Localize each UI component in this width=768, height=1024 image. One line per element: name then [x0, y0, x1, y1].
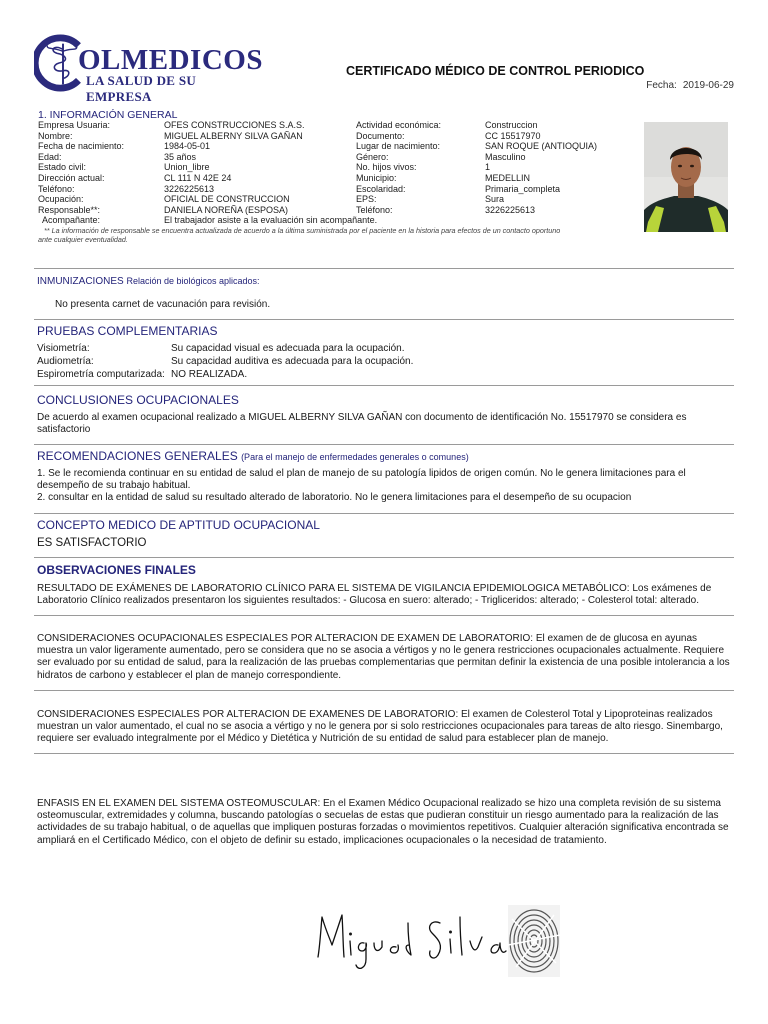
- info-label: Documento:: [356, 130, 405, 141]
- section-divider: [34, 690, 734, 691]
- immunizations-text: No presenta carnet de vacunación para revisión.: [55, 299, 271, 310]
- info-value: Masculino: [485, 151, 526, 162]
- info-value: 3226225613: [485, 204, 536, 215]
- section-divider: [34, 385, 734, 386]
- info-label: Teléfono:: [356, 204, 393, 215]
- page-title: CERTIFICADO MÉDICO DE CONTROL PERIODICO: [346, 64, 645, 78]
- info-label: EPS:: [356, 194, 377, 205]
- conclusions-text: De acuerdo al examen ocupacional realizado a MIGUEL ALBERNY SILVA GAÑAN con documento de identificación No. 15517970 se considera es satisfactorio: [37, 412, 687, 436]
- test-value: Su capacidad visual es adecuada para la ocupación.: [171, 343, 405, 354]
- general-info-grid: [38, 120, 638, 226]
- info-label: Género:: [356, 151, 389, 162]
- logo-slogan: LA SALUD DE SU EMPRESA: [86, 73, 197, 104]
- patient-photo: [644, 122, 728, 232]
- info-label: Teléfono:: [38, 183, 75, 194]
- final-observations-title: OBSERVACIONES FINALES: [37, 563, 196, 577]
- info-value: DANIELA NOREÑA (ESPOSA): [164, 204, 289, 215]
- info-label: Estado civil:: [38, 162, 87, 173]
- recommendations-subtitle: (Para el manejo de enfermedades generales o comunes): [241, 452, 469, 462]
- date-value: 2019-06-29: [682, 80, 734, 91]
- section-divider: [34, 319, 734, 320]
- patient-photo-image: [644, 122, 728, 232]
- info-label: Fecha de nacimiento:: [38, 141, 125, 152]
- aptitude-value: ES SATISFACTORIO: [37, 537, 147, 549]
- recommendations-heading: RECOMENDACIONES GENERALES: [37, 449, 238, 463]
- info-value: CC 15517970: [485, 130, 541, 141]
- info-row: [38, 184, 638, 195]
- general-info-title: 1. INFORMACIÓN GENERAL: [38, 109, 178, 121]
- recommendation-item: 2. consultar en la entidad de salud su resultado alterado de laboratorio. No le genera limitaciones para el desempeño de su ocupacion: [37, 492, 632, 504]
- section-divider: [34, 268, 734, 269]
- info-value: 1: [485, 162, 491, 173]
- document-header: [34, 36, 734, 106]
- fingerprint-icon: [508, 905, 560, 977]
- date-label: Fecha:: [646, 80, 677, 91]
- info-label: Lugar de nacimiento:: [356, 141, 441, 152]
- info-row: [38, 141, 638, 152]
- document-date: [646, 80, 734, 91]
- test-label: Visiometría:: [37, 343, 90, 354]
- section-divider: [34, 615, 734, 616]
- info-label: Escolaridad:: [356, 183, 406, 194]
- immunizations-subtitle: Relación de biológicos aplicados:: [126, 276, 260, 286]
- company-logo: [34, 36, 264, 104]
- info-value: El trabajador asiste a la evaluación sin acompañante.: [164, 215, 378, 226]
- immunizations-title: [37, 276, 260, 287]
- info-row: [38, 215, 638, 226]
- observation-paragraph: RESULTADO DE EXÁMENES DE LABORATORIO CLÍNICO PARA EL SISTEMA DE VIGILANCIA EPIDEMIOLOGICA METABÓLICO: Los exámenes de Laboratorio Clínico realizados presentaron los siguientes resultados: - Glucosa en suero: alterado; - Trigliceridos: alterado; - Colesterol total: alterado.: [37, 583, 712, 607]
- observation-paragraph: CONSIDERACIONES OCUPACIONALES ESPECIALES POR ALTERACION DE EXAMEN DE LABORATORIO: El examen de de glucosa en ayunas muestra un valor ligeramente aumentado, pero se considera que no se asocia a vértigos y no le genera restricciones ocupacionales actualmente. Requiere ser evaluado por su entidad de salud, para la realización de las pruebas complementarias que permitan definir la existencia de una posible intolerancia a los hidratos de carbono y establecer el plan de manejo correspondiente.: [37, 633, 730, 681]
- note-line: ** La información de responsable se encuentra actualizada de acuerdo a la última suministrada por el paciente en la historia para efectos de un contacto oportuno: [44, 226, 561, 235]
- immunizations-heading: INMUNIZACIONES: [37, 276, 124, 287]
- info-value: 1984-05-01: [164, 141, 211, 152]
- logo-wordmark: OLMEDICOS: [78, 44, 263, 76]
- responsible-note: [38, 226, 638, 244]
- info-label: Acompañante:: [42, 215, 101, 226]
- recommendations-list: [37, 468, 732, 505]
- info-label: Edad:: [38, 151, 62, 162]
- info-row: [38, 120, 638, 131]
- info-row: [38, 173, 638, 184]
- recommendation-item: 1. Se le recomienda continuar en su entidad de salud el plan de manejo de su patología lipidos de origen común. No le genera limitaciones para el desempeño de su trabajo habitual.: [37, 468, 686, 492]
- observation-paragraph: ENFASIS EN EL EXAMEN DEL SISTEMA OSTEOMUSCULAR: En el Examen Médico Ocupacional realizado se hizo una completa revisión de su sistema osteomuscular, extremidades y columna, buscando patologías o secuelas de estas que pudieran constituir un riesgo aumentado para la realización de las actividades de su trabajo habitual, o de aquellas que impliquen posturas forzadas o movimientos repetitivos. Cualquier alteración significativa encontrada se ampliará en el Certificado Médico, con el objeto de definir su estado, implicaciones ocupacionales o la necesidad de tratamiento.: [37, 798, 729, 846]
- test-label: Audiometría:: [37, 356, 94, 367]
- info-value: Primaria_completa: [485, 183, 561, 194]
- observation-paragraph: CONSIDERACIONES ESPECIALES POR ALTERACION DE EXAMENES DE LABORATORIO: El examen de Colesterol Total y Lipoproteinas realizados muestran un valor aumentado, el cual no se asocia a vértigo y no le genera por si solo restricciones ocupacionales para tareas de alto riesgo. Sinembargo, requiere ser evaluado integralmente por el Médico y Dietética y Nutrición de su entidad de salud para establecer plan de manejo.: [37, 709, 723, 745]
- info-label: Ocupación:: [38, 194, 84, 205]
- info-row: [38, 162, 638, 173]
- info-value: MIGUEL ALBERNY SILVA GAÑAN: [164, 130, 303, 141]
- info-label: No. hijos vivos:: [356, 162, 417, 173]
- info-value: OFICIAL DE CONSTRUCCION: [164, 194, 290, 205]
- test-value: NO REALIZADA.: [171, 369, 248, 380]
- info-label: Actividad económica:: [356, 120, 442, 130]
- info-row: [38, 194, 638, 205]
- info-label: Municipio:: [356, 172, 397, 183]
- info-value: SAN ROQUE (ANTIOQUIA): [485, 141, 598, 152]
- section-divider: [34, 557, 734, 558]
- info-row: [38, 205, 638, 216]
- info-label: Responsable**:: [38, 204, 101, 215]
- info-value: Sura: [485, 194, 505, 205]
- info-value: OFES CONSTRUCCIONES S.A.S.: [164, 120, 305, 130]
- recommendations-title: [37, 449, 469, 463]
- section-divider: [34, 513, 734, 514]
- aptitude-title: CONCEPTO MEDICO DE APTITUD OCUPACIONAL: [37, 518, 320, 532]
- info-row: [38, 131, 638, 142]
- info-value: 35 años: [164, 151, 197, 162]
- info-label: Dirección actual:: [38, 172, 105, 183]
- info-value: Construccion: [485, 120, 538, 130]
- section-divider: [34, 444, 734, 445]
- info-label: Nombre:: [38, 130, 73, 141]
- info-value: Union_libre: [164, 162, 210, 173]
- test-value: Su capacidad auditiva es adecuada para la ocupación.: [171, 356, 414, 367]
- section-divider: [34, 753, 734, 754]
- info-label: Empresa Usuaria:: [38, 120, 111, 130]
- info-value: MEDELLIN: [485, 172, 531, 183]
- patient-signature: [312, 905, 532, 975]
- conclusions-title: CONCLUSIONES OCUPACIONALES: [37, 393, 239, 407]
- info-value: CL 111 N 42E 24: [164, 172, 232, 183]
- info-value: 3226225613: [164, 183, 215, 194]
- note-line: ante cualquier eventualidad.: [38, 235, 128, 244]
- info-row: [38, 152, 638, 163]
- tests-title: PRUEBAS COMPLEMENTARIAS: [37, 324, 218, 338]
- test-label: Espirometría computarizada:: [37, 369, 165, 380]
